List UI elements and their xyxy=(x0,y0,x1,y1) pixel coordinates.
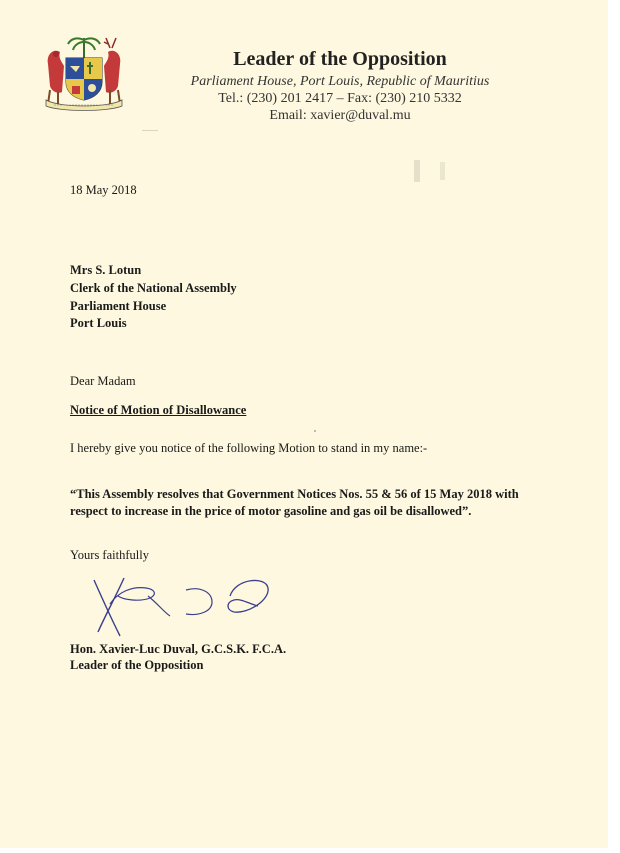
recipient-name: Mrs S. Lotun xyxy=(70,263,142,277)
handwritten-signature xyxy=(88,572,278,640)
subject-line: Notice of Motion of Disallowance xyxy=(70,403,247,417)
closing: Yours faithfully xyxy=(70,548,149,562)
scan-speck xyxy=(414,160,420,182)
coat-of-arms-icon xyxy=(40,34,128,112)
motion-text: “This Assembly resolves that Government Notices Nos. 55 & 56 of 15 May 2018 with respect to increase in the price of motor gasoline and gas oil be disallowed”. xyxy=(70,487,519,518)
recipient-city: Port Louis xyxy=(70,316,127,330)
salutation: Dear Madam xyxy=(70,374,136,388)
letter-date: 18 May 2018 xyxy=(70,183,137,197)
letterhead-telephone-fax: Tel.: (230) 201 2417 – Fax: (230) 210 5332 xyxy=(218,91,462,106)
intro-paragraph: I hereby give you notice of the following Motion to stand in my name:- xyxy=(70,441,428,455)
letterhead-address: Parliament House, Port Louis, Republic of Mauritius xyxy=(190,74,490,89)
letterhead-email: Email: xavier@duval.mu xyxy=(269,108,411,123)
scan-margin xyxy=(608,0,620,853)
signatory-name: Hon. Xavier-Luc Duval, G.C.S.K. F.C.A. xyxy=(70,642,287,656)
recipient-title: Clerk of the National Assembly xyxy=(70,281,237,295)
scan-speck xyxy=(440,162,445,180)
scan-speck xyxy=(142,130,158,131)
letterhead-title: Leader of the Opposition xyxy=(233,48,447,70)
scan-speck xyxy=(314,430,316,432)
signatory-role: Leader of the Opposition xyxy=(70,658,204,672)
recipient-building: Parliament House xyxy=(70,299,167,313)
